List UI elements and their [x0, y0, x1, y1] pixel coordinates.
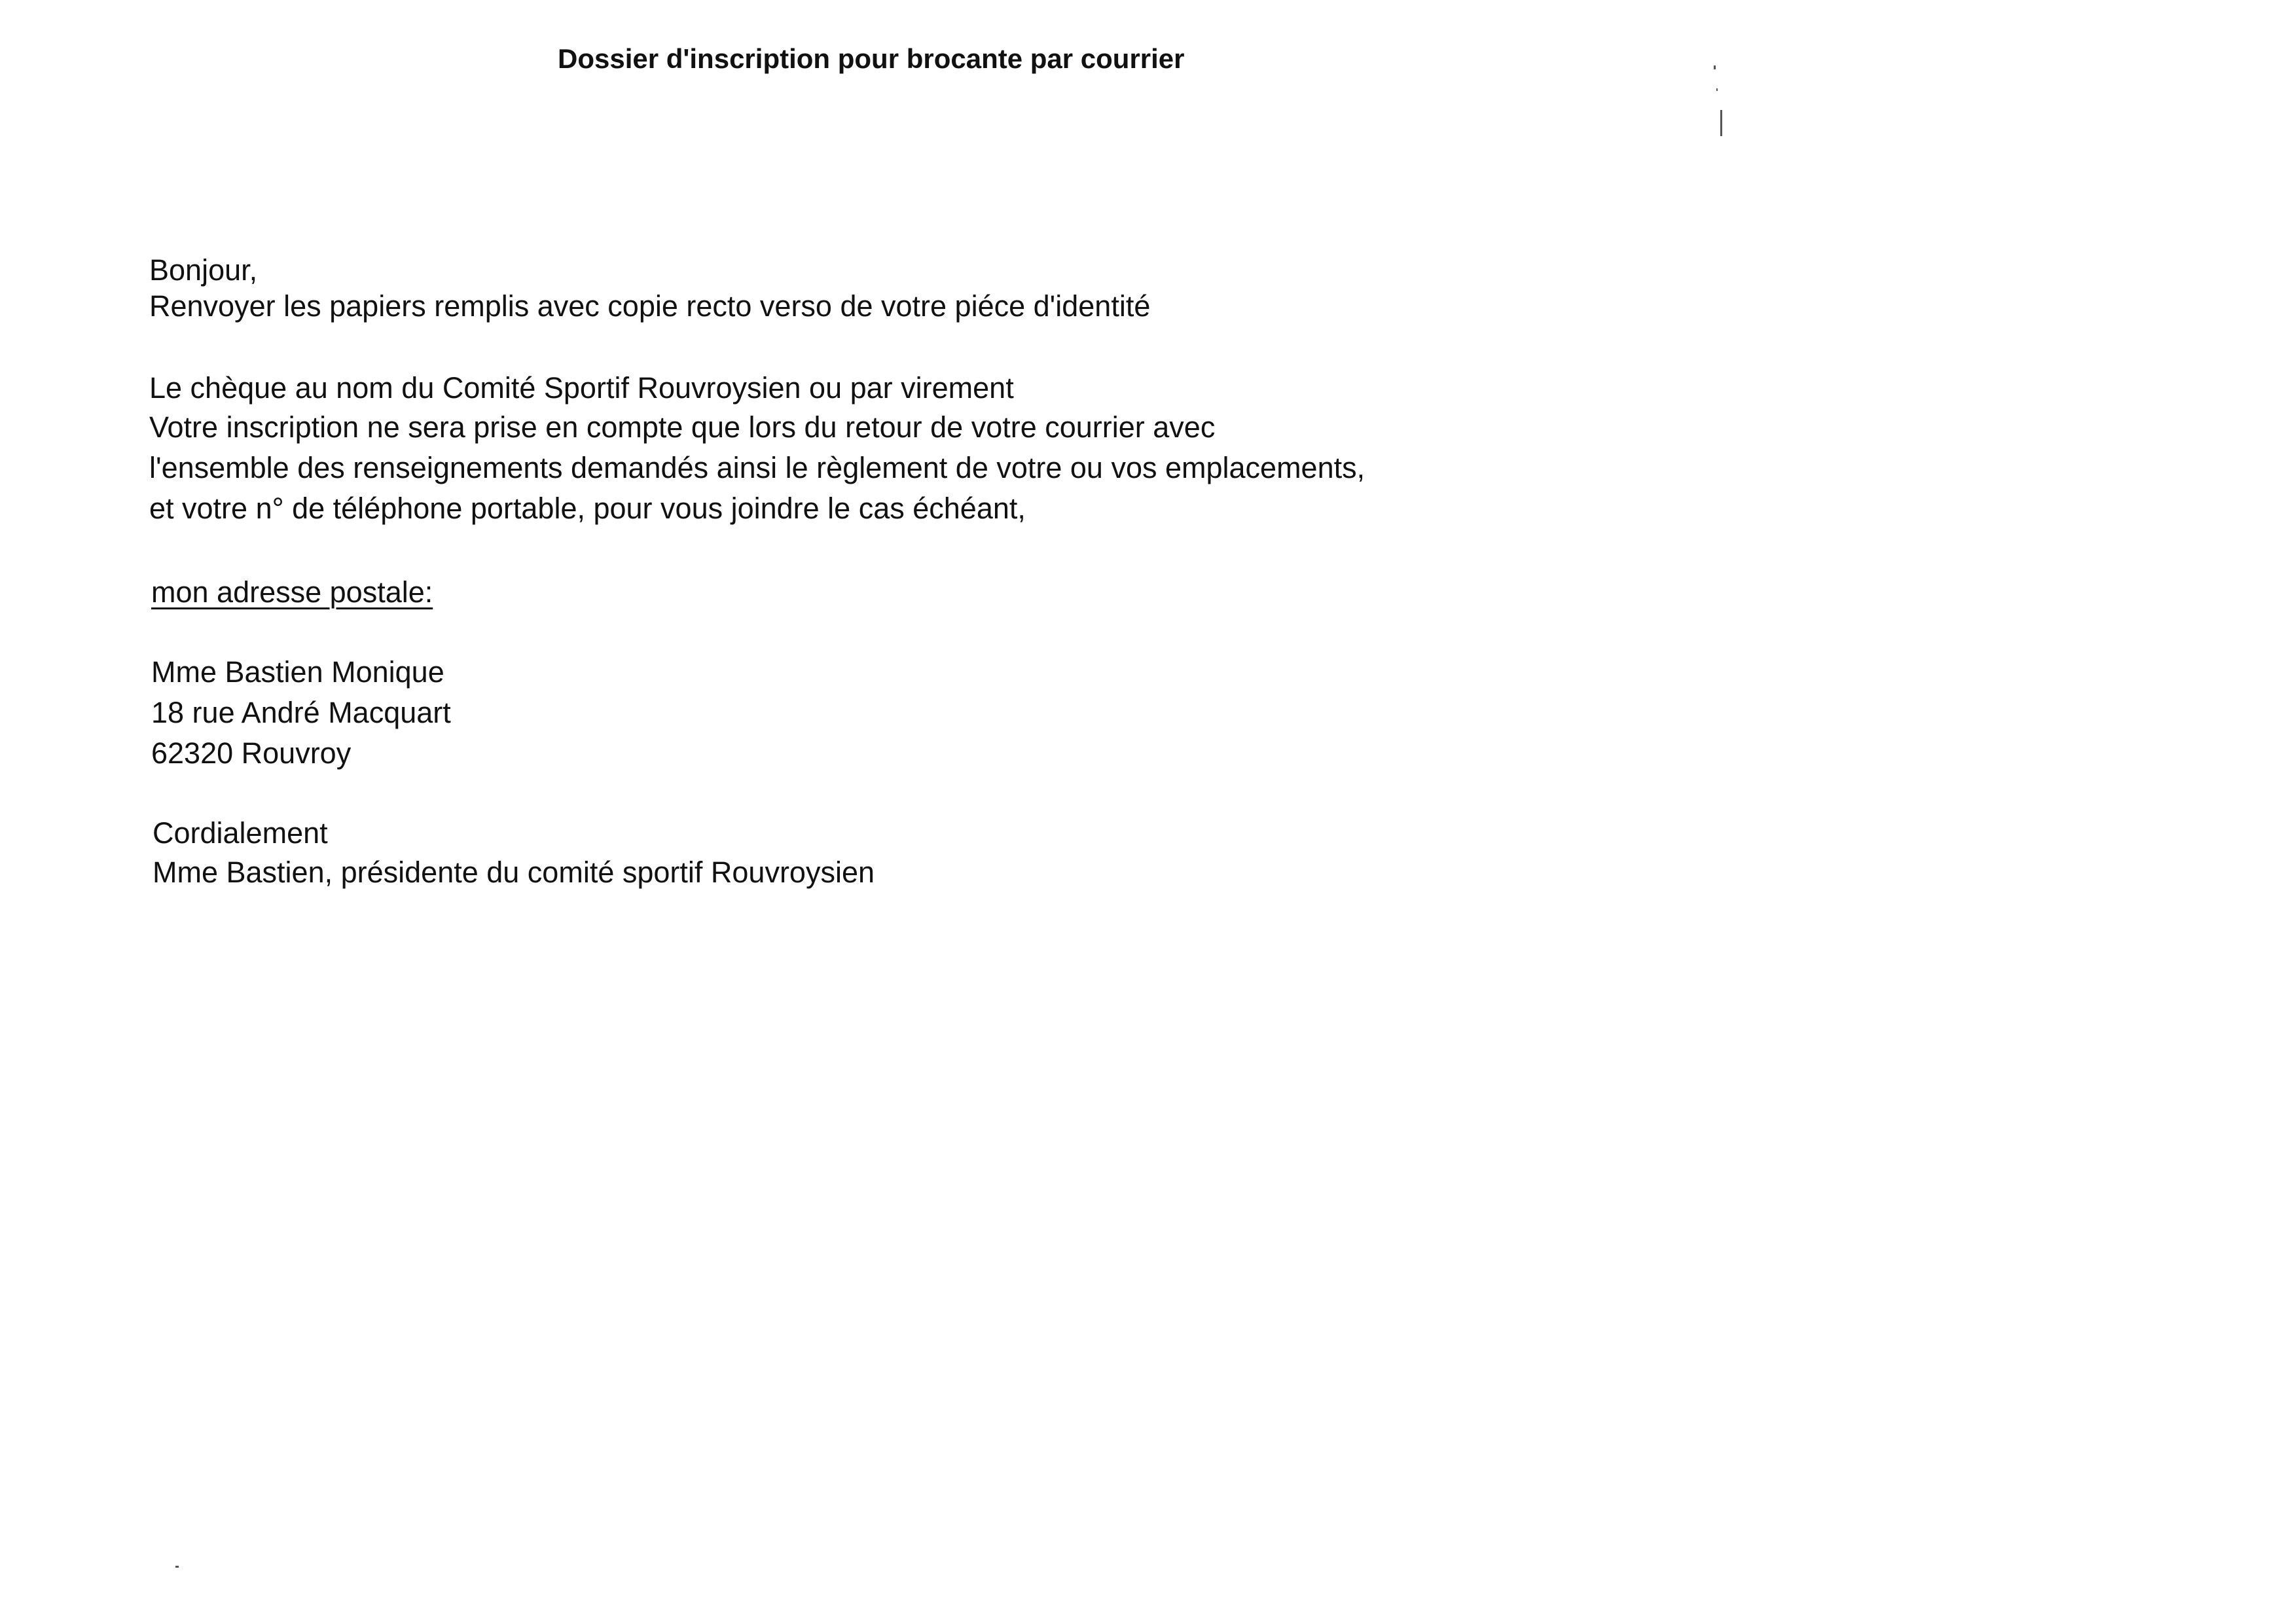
closing: Cordialement: [153, 816, 328, 850]
address-city: 62320 Rouvroy: [151, 736, 352, 770]
scan-speck: [175, 1566, 179, 1568]
scan-speck: [1714, 65, 1716, 69]
payment-line-3: l'ensemble des renseignements demandés ainsi le règlement de votre ou vos emplacements,: [149, 451, 1365, 484]
scan-mark: [1720, 110, 1722, 136]
scan-speck: [1716, 88, 1718, 91]
payment-line-1: Le chèque au nom du Comité Sportif Rouvroysien ou par virement: [149, 371, 1014, 405]
instruction-line: Renvoyer les papiers remplis avec copie recto verso de votre piéce d'identité: [149, 289, 1151, 323]
greeting: Bonjour,: [149, 253, 258, 287]
payment-line-4: et votre n° de téléphone portable, pour vous joindre le cas échéant,: [149, 492, 1026, 525]
address-street: 18 rue André Macquart: [151, 696, 451, 729]
address-name: Mme Bastien Monique: [151, 655, 444, 689]
payment-line-2: Votre inscription ne sera prise en compte que lors du retour de votre courrier avec: [149, 410, 1216, 444]
signature: Mme Bastien, présidente du comité sportif Rouvroysien: [153, 856, 875, 889]
address-heading: mon adresse postale:: [151, 575, 433, 609]
document-title: Dossier d'inscription pour brocante par courrier: [558, 43, 1185, 74]
